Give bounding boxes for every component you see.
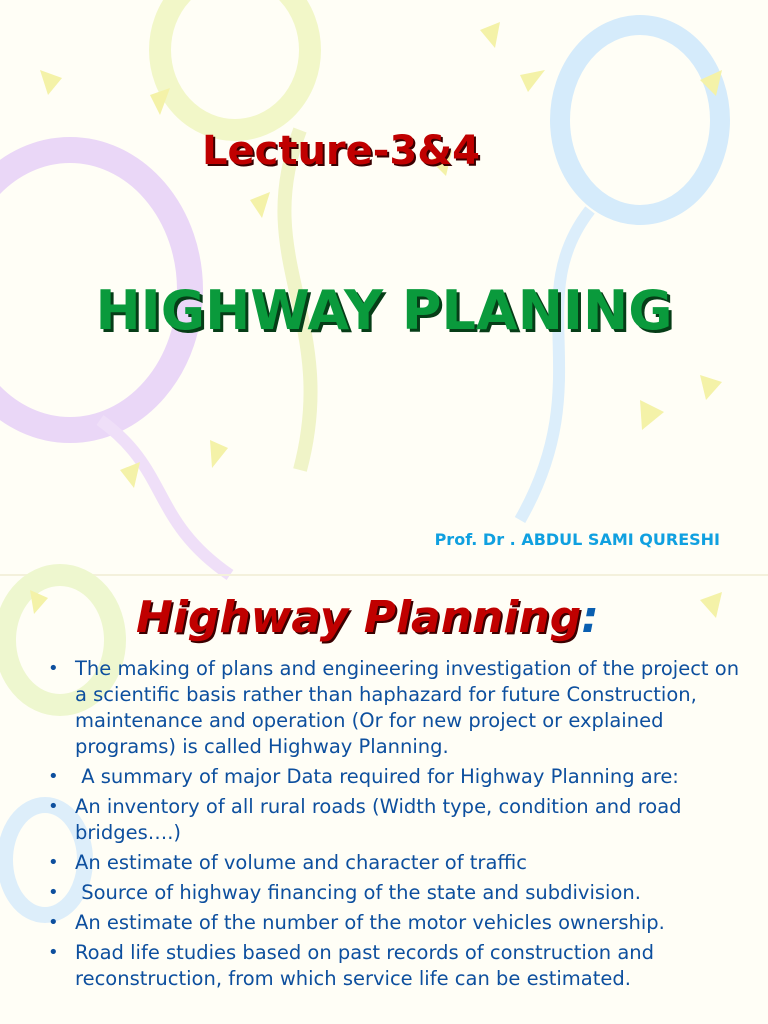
- list-item-text: An estimate of volume and character of traffic: [75, 851, 527, 874]
- list-item: [48, 656, 748, 760]
- bullet-icon: •: [48, 658, 59, 679]
- list-item: [48, 910, 748, 936]
- list-item: [48, 764, 748, 790]
- bullet-icon: •: [48, 852, 59, 873]
- content-slide: [0, 575, 768, 1024]
- bullet-icon: •: [48, 942, 59, 963]
- author-name: Prof. Dr . ABDUL SAMI QURESHI: [434, 530, 720, 549]
- list-item-text: An inventory of all rural roads (Width type, condition and road bridges….): [75, 795, 682, 844]
- list-item-text: The making of plans and engineering investigation of the project on a scientific basis rather than haphazard for future Construction, maintenance and operation (Or for new project or explained programs) is called Highway Planning.: [75, 657, 740, 758]
- list-item-text: An estimate of the number of the motor vehicles ownership.: [75, 911, 665, 934]
- section-title: [136, 592, 599, 643]
- lecture-heading: Lecture-3&4: [202, 128, 480, 174]
- list-item: [48, 880, 748, 906]
- section-title-colon: :: [581, 592, 599, 643]
- list-item-text: A summary of major Data required for Highway Planning are:: [75, 765, 679, 788]
- bullet-list: [48, 656, 748, 996]
- bullet-icon: •: [48, 796, 59, 817]
- bullet-icon: •: [48, 882, 59, 903]
- section-title-text: Highway Planning: [136, 592, 582, 643]
- list-item: [48, 794, 748, 846]
- list-item: [48, 850, 748, 876]
- list-item: [48, 940, 748, 992]
- list-item-text: Source of highway financing of the state and subdivision.: [75, 881, 641, 904]
- list-item-text: Road life studies based on past records of construction and reconstruction, from which service life can be estimated.: [75, 941, 655, 990]
- bullet-icon: •: [48, 766, 59, 787]
- main-title: HIGHWAY PLANING: [95, 279, 673, 342]
- bullet-icon: •: [48, 912, 59, 933]
